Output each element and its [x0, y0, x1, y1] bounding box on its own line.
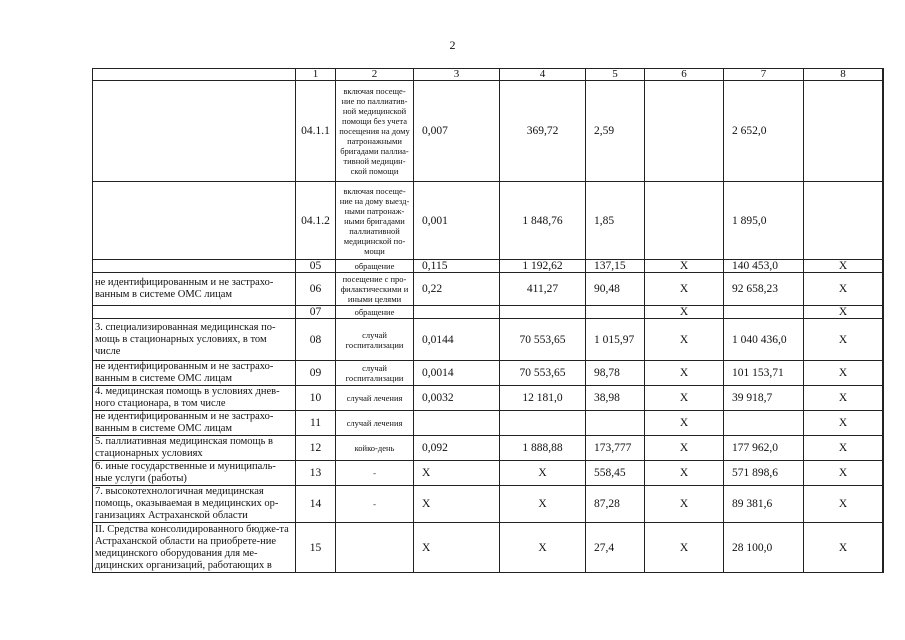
- cell-col5: 137,15: [586, 260, 645, 273]
- cell-col3: 0,092: [414, 436, 500, 461]
- cell-col4: 369,72: [500, 81, 586, 182]
- row-code: 13: [296, 461, 336, 486]
- unit-of-measure: случай госпитализации: [336, 361, 414, 386]
- cell-col4: 12 181,0: [500, 386, 586, 411]
- cell-col4: X: [500, 486, 586, 523]
- cell-col5: 90,48: [586, 273, 645, 306]
- row-code: 14: [296, 486, 336, 523]
- cell-col6: X: [645, 523, 724, 573]
- cell-col4: 70 553,65: [500, 361, 586, 386]
- row-description: 6. иные государственные и муниципаль-ные услуги (работы): [93, 461, 296, 486]
- column-header: 6: [645, 69, 724, 81]
- cell-col3: 0,115: [414, 260, 500, 273]
- cell-col8: X: [804, 411, 883, 436]
- column-header: 4: [500, 69, 586, 81]
- cell-col9: [883, 81, 884, 182]
- unit-of-measure: обращение: [336, 260, 414, 273]
- cell-col5: 558,45: [586, 461, 645, 486]
- cell-col5: 173,777: [586, 436, 645, 461]
- cell-col4: 1 888,88: [500, 436, 586, 461]
- table-row: [93, 81, 884, 182]
- cell-col8: X: [804, 461, 883, 486]
- cell-col5: 1,85: [586, 182, 645, 260]
- cell-col6: X: [645, 306, 724, 319]
- cell-col9: [883, 182, 884, 260]
- cell-col7: 2 652,0: [724, 81, 804, 182]
- cell-col8: X: [804, 386, 883, 411]
- cell-col7: 140 453,0: [724, 260, 804, 273]
- cell-col8: X: [804, 319, 883, 361]
- cell-col6: X: [645, 386, 724, 411]
- table-row: [93, 273, 884, 306]
- row-code: 04.1.1: [296, 81, 336, 182]
- unit-of-measure: случай госпитализации: [336, 319, 414, 361]
- cell-col3: 0,007: [414, 81, 500, 182]
- cell-col6: [645, 81, 724, 182]
- unit-of-measure: посещение с про-филактическими и иными целями: [336, 273, 414, 306]
- cell-col8: X: [804, 260, 883, 273]
- cell-col4: X: [500, 523, 586, 573]
- cell-col6: X: [645, 436, 724, 461]
- row-description: 7. высокотехнологичная медицинская помощь, оказываемая в медицинских ор-ганизациях Астраханской области: [93, 486, 296, 523]
- table-row: [93, 260, 884, 273]
- cell-col3: 0,0014: [414, 361, 500, 386]
- row-code: 07: [296, 306, 336, 319]
- cell-col5: [586, 306, 645, 319]
- cell-col7: 39 918,7: [724, 386, 804, 411]
- cell-col7: 1 040 436,0: [724, 319, 804, 361]
- column-header: 3: [414, 69, 500, 81]
- cell-col4: 1 192,62: [500, 260, 586, 273]
- row-code: 15: [296, 523, 336, 573]
- column-header: 2: [336, 69, 414, 81]
- cell-col7: 101 153,71: [724, 361, 804, 386]
- cell-col7: 89 381,6: [724, 486, 804, 523]
- cell-col7: 92 658,23: [724, 273, 804, 306]
- column-header: [883, 69, 884, 81]
- cell-col6: X: [645, 486, 724, 523]
- cell-col8: X: [804, 436, 883, 461]
- cell-col7: 177 962,0: [724, 436, 804, 461]
- unit-of-measure: включая посеще-ние на дому выезд-ными патронаж-ными бригадами паллиативной медицинской по-мощи: [336, 182, 414, 260]
- table-row: [93, 361, 884, 386]
- cell-col8: [804, 81, 883, 182]
- cell-col3: 0,22: [414, 273, 500, 306]
- cell-col5: 27,4: [586, 523, 645, 573]
- column-header: 8: [804, 69, 883, 81]
- cell-col7: [724, 306, 804, 319]
- row-code: 10: [296, 386, 336, 411]
- cell-col4: 411,27: [500, 273, 586, 306]
- unit-of-measure: случай лечения: [336, 386, 414, 411]
- cell-col9: [883, 319, 884, 361]
- cell-col4: [500, 411, 586, 436]
- column-header: 5: [586, 69, 645, 81]
- cell-col6: X: [645, 411, 724, 436]
- cell-col8: [804, 182, 883, 260]
- cell-col8: X: [804, 523, 883, 573]
- cell-col7: 571 898,6: [724, 461, 804, 486]
- row-code: 05: [296, 260, 336, 273]
- row-code: 06: [296, 273, 336, 306]
- row-description: [93, 182, 296, 260]
- cell-col6: X: [645, 260, 724, 273]
- unit-of-measure: обращение: [336, 306, 414, 319]
- cell-col3: X: [414, 523, 500, 573]
- cell-col6: X: [645, 319, 724, 361]
- row-description: [93, 81, 296, 182]
- cell-col7: 28 100,0: [724, 523, 804, 573]
- cell-col3: 0,0144: [414, 319, 500, 361]
- table-row: [93, 319, 884, 361]
- cell-col9: [883, 273, 884, 306]
- row-description: 5. паллиативная медицинская помощь в стационарных условиях: [93, 436, 296, 461]
- column-number-row: [93, 69, 884, 81]
- cell-col4: 70 553,65: [500, 319, 586, 361]
- cell-col8: X: [804, 361, 883, 386]
- unit-of-measure: койко-день: [336, 436, 414, 461]
- table-row: [93, 386, 884, 411]
- row-description: не идентифицированным и не застрахо-ванным в системе ОМС лицам: [93, 411, 296, 436]
- column-header: 7: [724, 69, 804, 81]
- row-description: 4. медицинская помощь в условиях днев-ного стационара, в том числе: [93, 386, 296, 411]
- page-number: 2: [449, 38, 456, 52]
- cell-col9: [883, 260, 884, 273]
- row-code: 11: [296, 411, 336, 436]
- cell-col8: X: [804, 273, 883, 306]
- cell-col5: [586, 411, 645, 436]
- unit-of-measure: [336, 523, 414, 573]
- cell-col5: 1 015,97: [586, 319, 645, 361]
- cell-col9: [883, 361, 884, 386]
- unit-of-measure: -: [336, 461, 414, 486]
- cell-col9: [883, 436, 884, 461]
- cell-col4: X: [500, 461, 586, 486]
- row-description: [93, 306, 296, 319]
- cell-col7: 1 895,0: [724, 182, 804, 260]
- row-description: [93, 260, 296, 273]
- column-header: 1: [296, 69, 336, 81]
- table-row: [93, 306, 884, 319]
- cell-col9: [883, 486, 884, 523]
- financing-table: [92, 68, 884, 573]
- table-row: [93, 182, 884, 260]
- cell-col3: [414, 411, 500, 436]
- row-description: 3. специализированная медицинская по-мощь в стационарных условиях, в том числе: [93, 319, 296, 361]
- cell-col6: X: [645, 273, 724, 306]
- table-row: [93, 436, 884, 461]
- unit-of-measure: включая посеще-ние по паллиатив-ной медицинской помощи без учета посещения на дому патронажными бригадами паллиа-тивной медицин-ской помощи: [336, 81, 414, 182]
- cell-col5: 38,98: [586, 386, 645, 411]
- row-code: 04.1.2: [296, 182, 336, 260]
- cell-col3: X: [414, 461, 500, 486]
- row-code: 08: [296, 319, 336, 361]
- table-row: [93, 523, 884, 573]
- row-description: не идентифицированным и не застрахо-ванным в системе ОМС лицам: [93, 273, 296, 306]
- cell-col9: [883, 306, 884, 319]
- cell-col4: [500, 306, 586, 319]
- column-header: [93, 69, 296, 81]
- cell-col3: 0,0032: [414, 386, 500, 411]
- row-code: 09: [296, 361, 336, 386]
- cell-col4: 1 848,76: [500, 182, 586, 260]
- cell-col5: 87,28: [586, 486, 645, 523]
- cell-col6: X: [645, 461, 724, 486]
- unit-of-measure: случай лечения: [336, 411, 414, 436]
- cell-col7: [724, 411, 804, 436]
- cell-col8: X: [804, 486, 883, 523]
- cell-col5: 98,78: [586, 361, 645, 386]
- cell-col9: [883, 386, 884, 411]
- row-code: 12: [296, 436, 336, 461]
- cell-col8: X: [804, 306, 883, 319]
- cell-col3: [414, 306, 500, 319]
- cell-col9: [883, 411, 884, 436]
- unit-of-measure: -: [336, 486, 414, 523]
- row-description: не идентифицированным и не застрахо-ванным в системе ОМС лицам: [93, 361, 296, 386]
- cell-col3: 0,001: [414, 182, 500, 260]
- cell-col6: X: [645, 361, 724, 386]
- row-description: II. Средства консолидированного бюдже-та Астраханской области на приобрете-ние медицинского оборудования для ме-дицинских организаций, работающих в: [93, 523, 296, 573]
- table-row: [93, 411, 884, 436]
- cell-col3: X: [414, 486, 500, 523]
- table-row: [93, 461, 884, 486]
- table-row: [93, 486, 884, 523]
- cell-col5: 2,59: [586, 81, 645, 182]
- cell-col9: [883, 523, 884, 573]
- cell-col9: [883, 461, 884, 486]
- cell-col6: [645, 182, 724, 260]
